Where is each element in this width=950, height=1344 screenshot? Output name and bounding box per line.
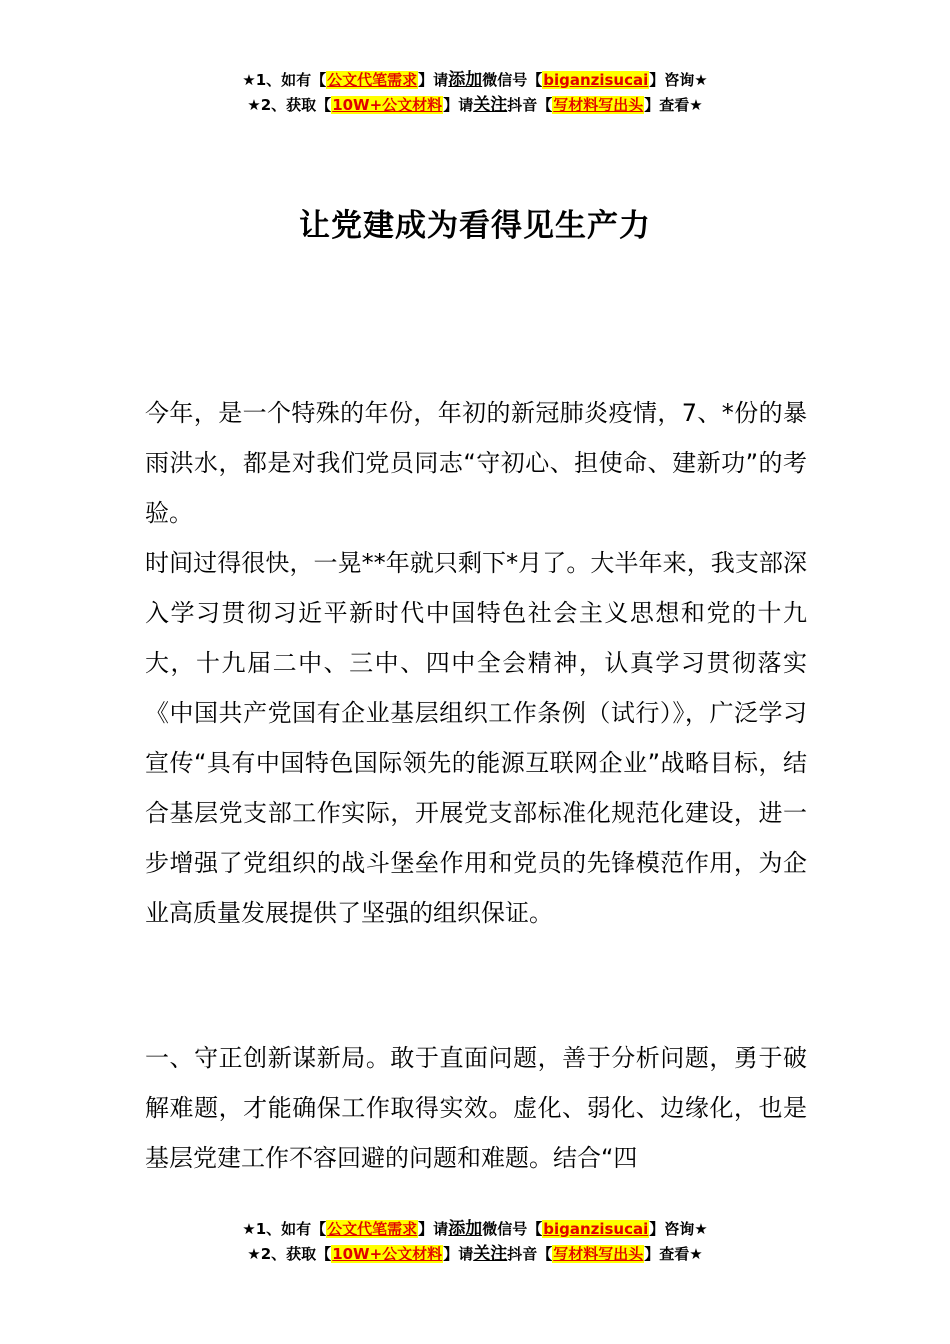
paragraph-intro xyxy=(145,388,807,538)
banner-text: 微信号【 xyxy=(482,1220,543,1238)
banner-highlight: 公文代笔需求 xyxy=(327,71,418,89)
banner-highlight: biganzisucai xyxy=(543,1220,649,1238)
banner-text: ★1、如有【 xyxy=(242,71,327,89)
banner-highlight: 写材料写出头 xyxy=(553,1245,644,1263)
banner-text: 】请 xyxy=(443,1245,474,1263)
banner-text: 抖音【 xyxy=(507,96,553,114)
banner-text: 】咨询★ xyxy=(649,1220,708,1238)
banner-emphasis: 添加 xyxy=(448,1219,483,1239)
paragraph-text: 今年，是一个特殊的年份，年初的新冠肺炎疫情，7、*份的暴雨洪水，都是对我们党员同志“守初心、担使命、建新功”的考验。 xyxy=(145,399,807,527)
banner-text: 】咨询★ xyxy=(649,71,708,89)
banner-emphasis: 关注 xyxy=(473,1244,508,1264)
banner-line-1 xyxy=(0,1217,950,1242)
banner-highlight: 公文代笔需求 xyxy=(327,1220,418,1238)
banner-line-1 xyxy=(0,68,950,93)
header-banner xyxy=(0,68,950,118)
banner-text: 】查看★ xyxy=(644,96,703,114)
banner-text: ★2、获取【 xyxy=(247,96,332,114)
banner-line-2 xyxy=(0,1242,950,1267)
footer-banner xyxy=(0,1217,950,1267)
banner-line-2 xyxy=(0,93,950,118)
paragraph-section-1 xyxy=(145,1033,807,1183)
banner-emphasis: 关注 xyxy=(473,95,508,115)
banner-text: 】请 xyxy=(443,96,474,114)
banner-highlight: 写材料写出头 xyxy=(553,96,644,114)
banner-highlight: 10W+公文材料 xyxy=(332,1245,443,1263)
paragraph-summary xyxy=(145,538,807,938)
banner-highlight: biganzisucai xyxy=(543,71,649,89)
banner-highlight: 10W+公文材料 xyxy=(332,96,443,114)
document-title: 让党建成为看得见生产力 xyxy=(299,208,651,244)
banner-text: 微信号【 xyxy=(482,71,543,89)
banner-text: 】查看★ xyxy=(644,1245,703,1263)
paragraph-text: 一、守正创新谋新局。敢于直面问题，善于分析问题，勇于破解难题，才能确保工作取得实效。虚化、弱化、边缘化，也是基层党建工作不容回避的问题和难题。结合“四 xyxy=(145,1044,807,1172)
banner-emphasis: 添加 xyxy=(448,70,483,90)
banner-text: ★1、如有【 xyxy=(242,1220,327,1238)
paragraph-text: 时间过得很快，一晃**年就只剩下*月了。大半年来，我支部深入学习贯彻习近平新时代中国特色社会主义思想和党的十九大，十九届二中、三中、四中全会精神，认真学习贯彻落实《中国共产党国有企业基层组织工作条例（试行）》，广泛学习宣传“具有中国特色国际领先的能源互联网企业”战略目标，结合基层党支部工作实际，开展党支部标准化规范化建设，进一步增强了党组织的战斗堡垒作用和党员的先锋模范作用，为企业高质量发展提供了坚强的组织保证。 xyxy=(145,549,807,927)
banner-text: 】请 xyxy=(418,71,449,89)
banner-text: 】请 xyxy=(418,1220,449,1238)
banner-text: 抖音【 xyxy=(507,1245,553,1263)
banner-text: ★2、获取【 xyxy=(247,1245,332,1263)
